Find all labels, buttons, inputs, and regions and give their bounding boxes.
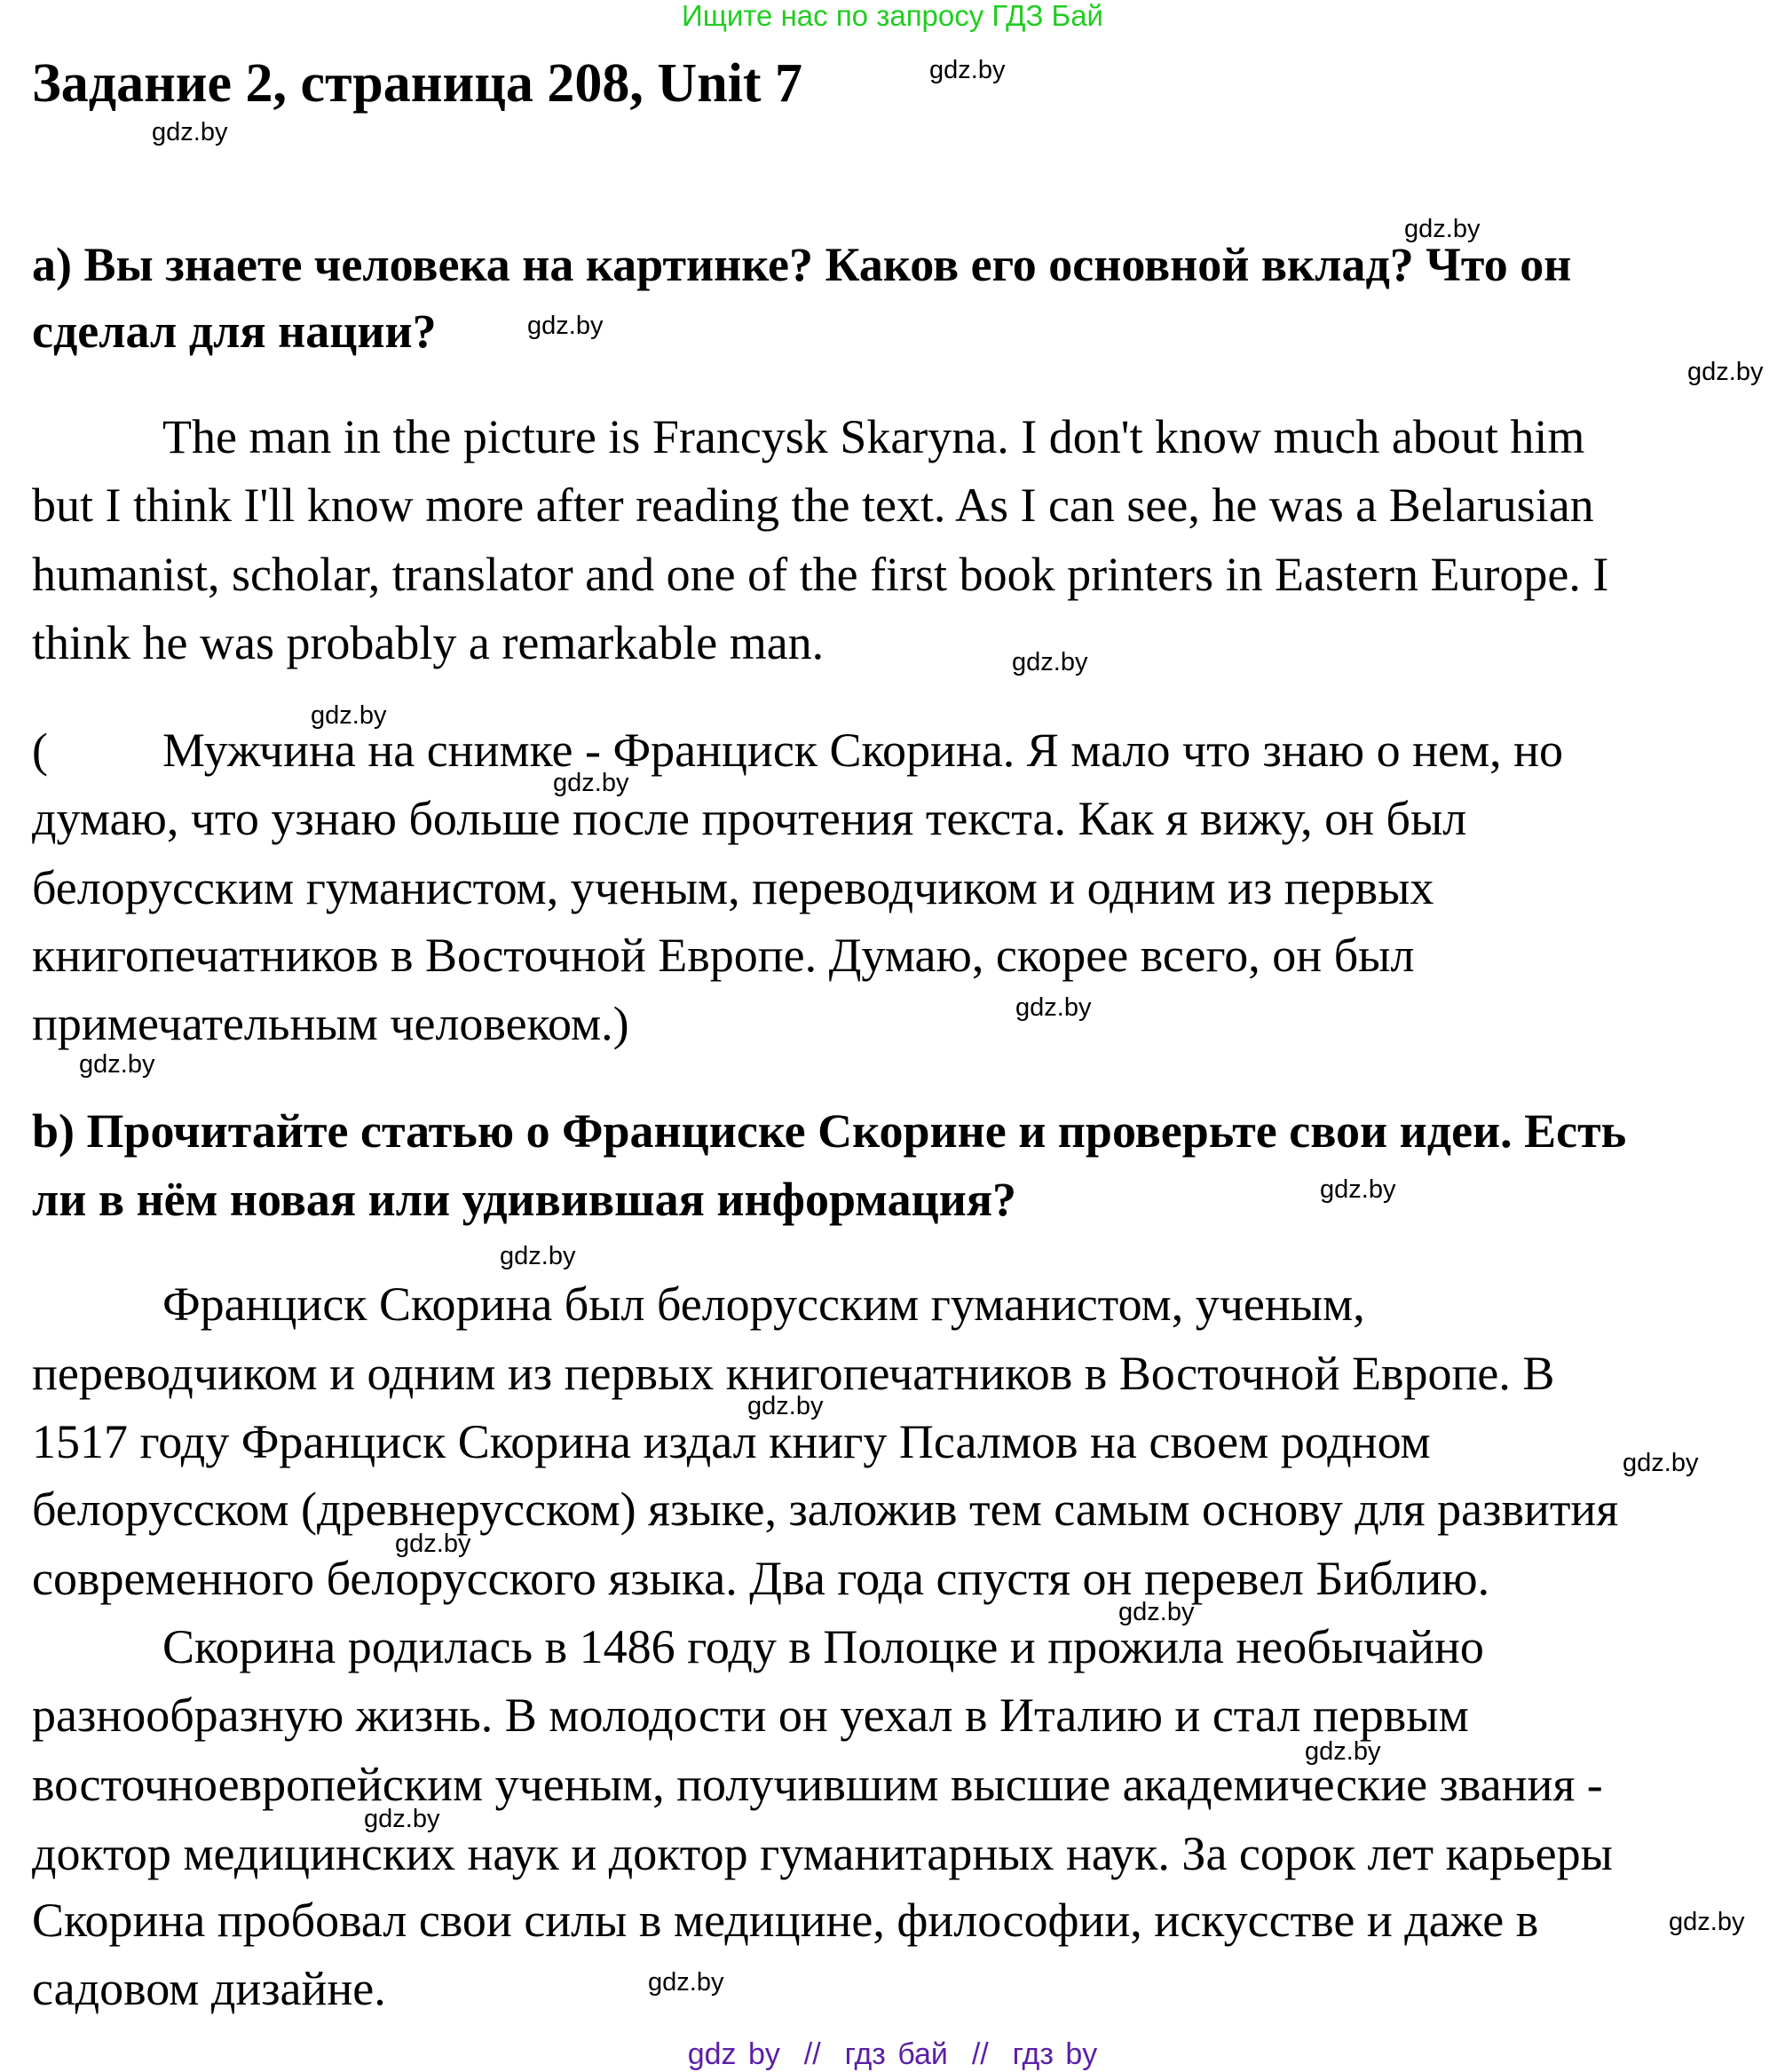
watermark: gdz.by <box>500 1242 576 1270</box>
section-b-heading-line: ли в нём новая или удивившая информация? <box>32 1173 1017 1226</box>
answer-b-line: белорусском (древнерусском) языке, заложив тем самым основу для развития <box>32 1483 1619 1536</box>
watermark: gdz.by <box>364 1805 440 1833</box>
watermark: gdz.by <box>311 701 387 730</box>
answer-en-line: humanist, scholar, translator and one of the first book printers in Eastern Europe. I <box>32 548 1609 601</box>
section-b-heading-line: b) Прочитайте статью о Франциске Скорине и проверьте свои идеи. Есть <box>32 1104 1627 1158</box>
answer-ru-line: белорусским гуманистом, ученым, переводчиком и одним из первых <box>32 861 1434 914</box>
answer-ru-line: примечательным человеком.) <box>32 997 629 1050</box>
watermark: gdz.by <box>1015 993 1092 1022</box>
watermark: gdz.by <box>1118 1598 1195 1626</box>
answer-b-line: переводчиком и одним из первых книгопечатников в Восточной Европе. В <box>32 1347 1555 1400</box>
watermark: gdz.by <box>79 1050 155 1079</box>
watermark: gdz.by <box>747 1392 824 1420</box>
search-banner: Ищите нас по запросу ГДЗ Бай <box>682 0 1103 32</box>
answer-b-line: современного белорусского языка. Два года спустя он перевел Библию. <box>32 1552 1490 1605</box>
answer-b-line: Франциск Скорина был белорусским гуманистом, ученым, <box>162 1277 1365 1331</box>
watermark: gdz.by <box>152 118 228 146</box>
section-a-heading-line: сделал для нации? <box>32 304 437 358</box>
watermark: gdz.by <box>929 56 1006 84</box>
answer-b-line: разнообразную жизнь. В молодости он уехал в Италию и стал первым <box>32 1688 1469 1742</box>
answer-en-line: The man in the picture is Francysk Skaryna. I don't know much about him <box>162 410 1585 463</box>
answer-ru-line: думаю, что узнаю больше после прочтения текста. Как я вижу, он был <box>32 792 1467 845</box>
answer-ru-line: Мужчина на снимке - Франциск Скорина. Я мало что знаю о нем, но <box>162 724 1564 777</box>
watermark: gdz.by <box>1012 648 1088 676</box>
section-a-heading-line: а) Вы знаете человека на картинке? Каков его основной вклад? Что он <box>32 238 1572 291</box>
page-title: Задание 2, страница 208, Unit 7 <box>32 53 803 114</box>
answer-b-line: 1517 году Франциск Скорина издал книгу Псалмов на своем родном <box>32 1415 1431 1468</box>
watermark: gdz.by <box>1623 1449 1699 1477</box>
answer-b-line: восточноевропейским ученым, получившим высшие академические звания - <box>32 1758 1603 1811</box>
answer-en-line: think he was probably a remarkable man. <box>32 616 825 669</box>
watermark: gdz.by <box>1687 358 1764 386</box>
watermark: gdz.by <box>1669 1908 1745 1936</box>
watermark: gdz.by <box>395 1530 471 1558</box>
watermark: gdz.by <box>553 769 629 797</box>
answer-b-line: садовом дизайне. <box>32 1962 386 2015</box>
watermark: gdz.by <box>1320 1175 1396 1204</box>
answer-ru-open-paren: ( <box>32 724 48 777</box>
watermark: gdz.by <box>1305 1737 1381 1766</box>
answer-b-line: доктор медицинских наук и доктор гуманитарных наук. За сорок лет карьеры <box>32 1827 1613 1880</box>
answer-b-line: Скорина пробовал свои силы в медицине, философии, искусстве и даже в <box>32 1894 1539 1947</box>
footer-links: gdz by // гдз бай // гдз by <box>687 2037 1098 2071</box>
watermark: gdz.by <box>527 312 604 340</box>
answer-b-line: Скорина родилась в 1486 году в Полоцке и прожила необычайно <box>162 1620 1484 1673</box>
answer-en-line: but I think I'll know more after reading the text. As I can see, he was a Belarusian <box>32 478 1594 532</box>
watermark: gdz.by <box>648 1968 724 1997</box>
watermark: gdz.by <box>1404 215 1481 243</box>
answer-ru-line: книгопечатников в Восточной Европе. Думаю, скорее всего, он был <box>32 929 1415 982</box>
